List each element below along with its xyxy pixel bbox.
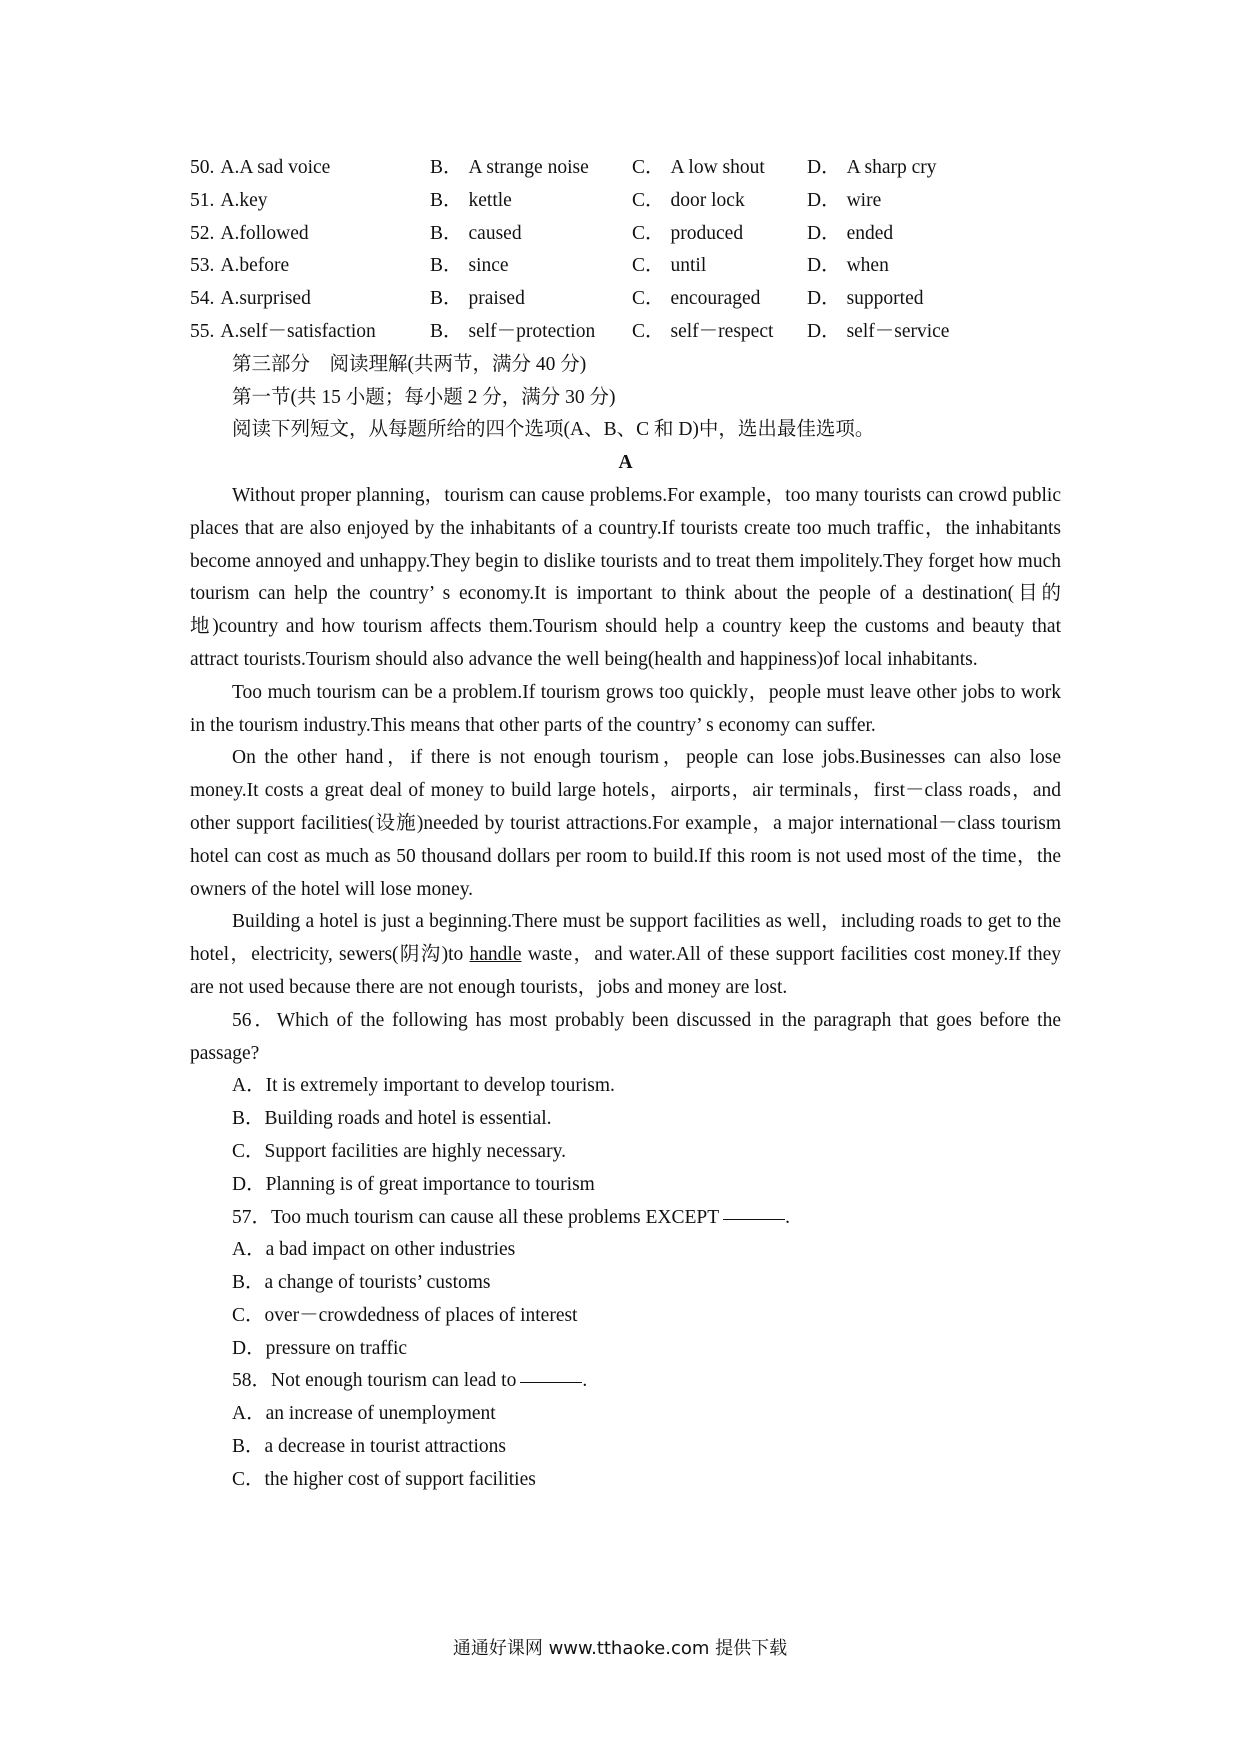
instruction: 阅读下列短文，从每题所给的四个选项(A、B、C 和 D)中，选出最佳选项。	[232, 419, 875, 441]
option-row-54	[190, 283, 1061, 316]
question-57-choice-b: B．a change of tourists’ customs	[232, 1272, 491, 1294]
option-d: ended	[846, 222, 894, 244]
passage-label: A	[618, 452, 633, 474]
option-row-52	[190, 218, 1061, 251]
option-b: since	[468, 255, 509, 277]
question-number: 54.	[190, 288, 215, 310]
option-c-letter: C．	[632, 157, 665, 178]
option-a: A.before	[220, 255, 290, 277]
question-58-stem: 58．Not enough tourism can lead to	[232, 1370, 517, 1392]
question-number: 50.	[190, 157, 215, 178]
passage-paragraph-2: Too much tourism can be a problem.If tourism grows too quickly，people must leave other jobs to work in the tourism industry.This means that other parts of the country’ s economy can suffer.	[190, 681, 1061, 736]
option-row-50	[190, 152, 1061, 185]
option-d-letter: D．	[807, 255, 841, 277]
passage-paragraph-3: On the other hand，if there is not enough tourism，people can lose jobs.Businesses can also lose money.It costs a great deal of money to build large hotels，airports，air terminals，first－class roads，and other support facilities(设施)needed by tourist attractions.For example，a major international－class tourism hotel can cost as much as 50 thousand dollars per room to build.If this room is not used most of the time，the owners of the hotel will lose money.	[190, 747, 1061, 900]
paragraph-4-text-before: Building a hotel is just a beginning.There must be support facilities as well，including roads to get to the hotel，electricity, sewers(阴沟)to	[190, 911, 1061, 966]
question-57-end: .	[785, 1206, 790, 1228]
option-c: encouraged	[670, 288, 761, 310]
option-row-55	[190, 316, 1061, 349]
question-number: 51.	[190, 189, 215, 211]
option-c: produced	[670, 222, 744, 244]
question-57-choice-a: A．a bad impact on other industries	[232, 1239, 516, 1261]
answer-blank	[723, 1218, 785, 1220]
option-a: A.surprised	[220, 288, 311, 310]
option-b: self－protection	[468, 320, 596, 342]
option-d: supported	[846, 288, 924, 310]
option-c-letter: C．	[632, 222, 665, 244]
question-number: 53.	[190, 255, 215, 277]
option-row-53	[190, 250, 1061, 283]
page-content	[190, 152, 1061, 1497]
option-b-letter: B．	[430, 320, 463, 342]
question-number: 52.	[190, 222, 215, 244]
option-c: A low shout	[670, 157, 765, 178]
question-number: 55.	[190, 320, 215, 342]
option-d: wire	[846, 189, 882, 211]
question-58-stem-line	[190, 1365, 1061, 1398]
passage-paragraph-1: Without proper planning，tourism can cause problems.For example，too many tourists can crowd public places that are also enjoyed by the inhabitants of a country.If tourists create too much traffic，the inhabitants become annoyed and unhappy.They begin to dislike tourists and to treat them impolitely.They forget how much tourism can help the country’ s economy.It is important to think about the people of a destination(目的地)country and how tourism affects them.Tourism should help a country keep the customs and beauty that attract tourists.Tourism should also advance the well being(health and happiness)of local inhabitants.	[190, 484, 1061, 670]
question-56-stem: 56．Which of the following has most probably been discussed in the paragraph that goes before the passage?	[190, 1009, 1061, 1064]
option-d-letter: D．	[807, 222, 841, 244]
option-c-letter: C．	[632, 288, 665, 310]
option-b: caused	[468, 222, 522, 244]
option-d-letter: D．	[807, 288, 841, 310]
option-b-letter: B．	[430, 189, 463, 211]
option-b: kettle	[468, 189, 512, 211]
option-b-letter: B．	[430, 222, 463, 244]
option-a: A.followed	[220, 222, 309, 244]
question-56-choice-c: C．Support facilities are highly necessary.	[232, 1140, 566, 1162]
part-title: 第三部分 阅读理解(共两节，满分 40 分)	[232, 353, 587, 375]
question-57-stem: 57．Too much tourism can cause all these problems EXCEPT	[232, 1206, 720, 1228]
question-57-choice-c: C．over－crowdedness of places of interest	[232, 1304, 578, 1326]
option-d: A sharp cry	[846, 157, 937, 178]
option-c-letter: C．	[632, 189, 665, 211]
option-d: self－service	[846, 320, 950, 342]
option-b: A strange noise	[468, 157, 589, 178]
question-56-choice-d: D．Planning is of great importance to tourism	[232, 1173, 595, 1195]
question-56-choice-a: A．It is extremely important to develop tourism.	[232, 1075, 615, 1097]
answer-blank	[520, 1381, 582, 1383]
option-row-51	[190, 185, 1061, 218]
option-b-letter: B．	[430, 288, 463, 310]
question-58-end: .	[582, 1370, 588, 1392]
option-c: until	[670, 255, 707, 277]
option-c-letter: C．	[632, 255, 665, 277]
option-c-letter: C．	[632, 320, 665, 342]
option-c: door lock	[670, 189, 745, 211]
option-b-letter: B．	[430, 157, 463, 178]
paragraph-4-text-after: waste，and water.All of these support facilities cost money.If they are not used because there are not enough tourists，jobs and money are lost.	[190, 944, 1061, 998]
option-d-letter: D．	[807, 157, 841, 178]
option-b: praised	[468, 288, 525, 310]
question-56-choice-b: B．Building roads and hotel is essential.	[232, 1108, 552, 1130]
option-b-letter: B．	[430, 255, 463, 277]
option-a: A.key	[220, 189, 268, 211]
underlined-word: handle	[469, 944, 522, 966]
question-57-stem-line	[190, 1202, 1061, 1235]
option-a: A.A sad voice	[220, 157, 331, 178]
question-58-choice-c: C．the higher cost of support facilities	[232, 1468, 536, 1490]
question-58-choice-b: B．a decrease in tourist attractions	[232, 1436, 506, 1458]
option-d-letter: D．	[807, 189, 841, 211]
option-d-letter: D．	[807, 320, 841, 342]
option-a: A.self－satisfaction	[220, 320, 376, 342]
passage-paragraph-4	[190, 906, 1061, 1004]
question-57-choice-d: D．pressure on traffic	[232, 1337, 408, 1359]
section-subtitle: 第一节(共 15 小题；每小题 2 分，满分 30 分)	[232, 386, 616, 408]
option-d: when	[846, 255, 889, 277]
question-58-choice-a: A．an increase of unemployment	[232, 1403, 496, 1425]
page-footer: 通通好课网 www.tthaoke.com 提供下载	[452, 1638, 788, 1659]
option-c: self－respect	[670, 320, 774, 342]
